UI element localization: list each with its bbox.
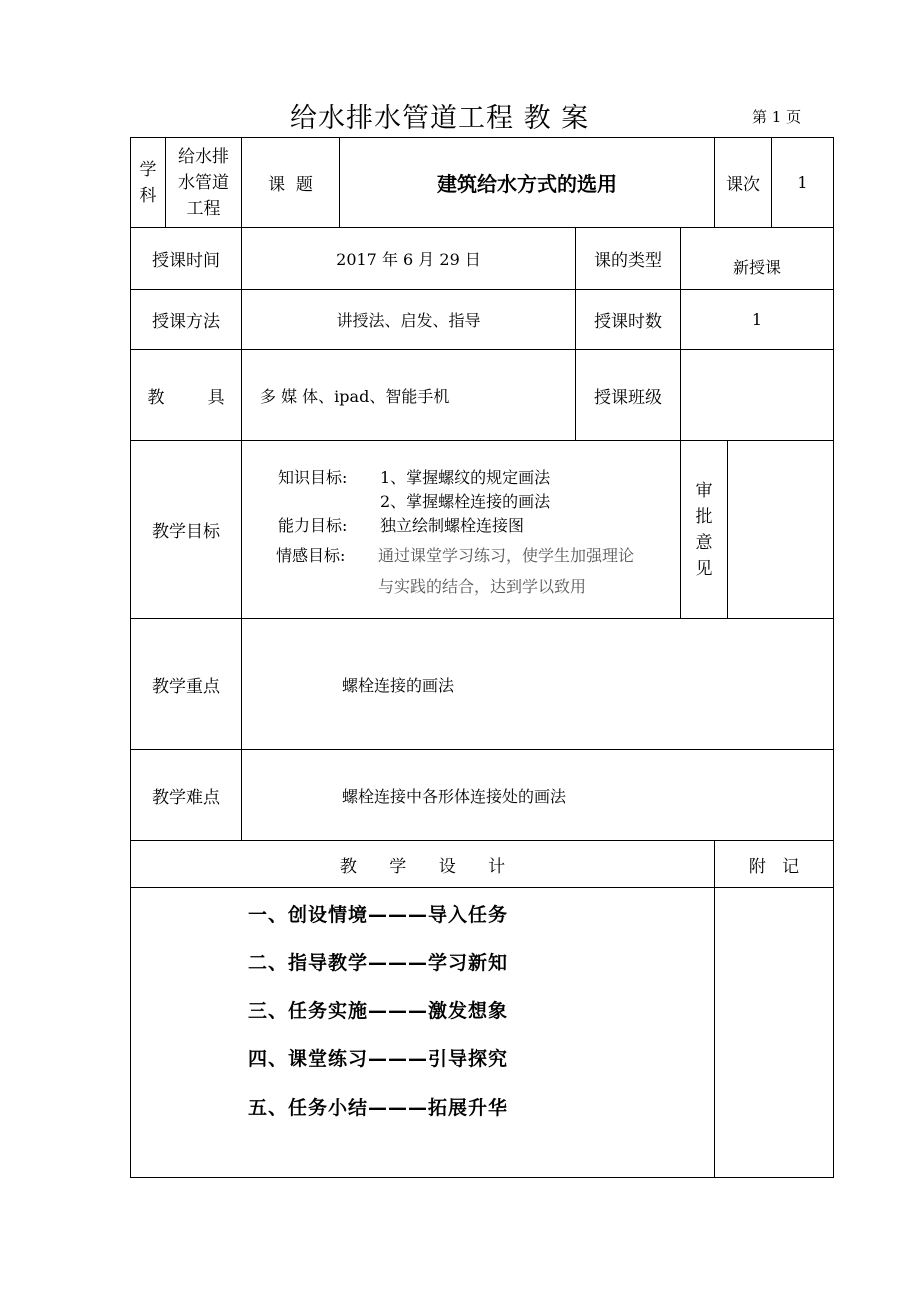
ability-goal-value: 独立绘制螺栓连接图 <box>380 516 525 535</box>
notes-header: 附 记 <box>748 856 800 877</box>
document-title: 给水排水管道工程 教 案 <box>290 103 590 134</box>
review-char: 意 <box>695 532 713 553</box>
knowledge-goal-label: 知识目标: <box>278 468 348 487</box>
review-char: 批 <box>695 506 713 527</box>
table-border-right <box>833 137 834 1178</box>
subject-value-line: 给水排 <box>178 146 229 167</box>
review-char: 见 <box>695 558 713 579</box>
teaching-step: 五、任务小结———拓展升华 <box>248 1097 509 1119</box>
review-label <box>681 441 727 618</box>
teaching-step: 二、指导教学———学习新知 <box>248 952 509 974</box>
ability-goal-label: 能力目标: <box>278 516 348 535</box>
session-label: 课次 <box>726 175 760 195</box>
emotion-goal-label: 情感目标: <box>276 546 346 565</box>
subject-value-line: 水管道 <box>178 172 229 193</box>
row-divider <box>130 887 834 888</box>
subject-value-line: 工程 <box>186 198 221 219</box>
teaching-step: 一、创设情境———导入任务 <box>248 904 509 926</box>
col-divider <box>714 840 715 1177</box>
subject-value-cell <box>166 138 241 227</box>
type-value: 新授课 <box>732 258 781 277</box>
key-point-label: 教学重点 <box>152 676 220 697</box>
emotion-goal-line: 与实践的结合，达到学以致用 <box>378 577 587 596</box>
teaching-step: 四、课堂练习———引导探究 <box>248 1048 509 1070</box>
col-divider <box>727 440 728 618</box>
class-value <box>681 350 833 440</box>
hours-label: 授课时数 <box>594 312 662 332</box>
tools-label: 教 具 <box>147 387 225 408</box>
difficult-point-value: 螺栓连接中各形体连接处的画法 <box>342 786 567 806</box>
goals-label: 教学目标 <box>152 522 220 542</box>
design-header: 教 学 设 计 <box>339 856 506 877</box>
knowledge-goal-item: 1、掌握螺纹的规定画法 <box>380 468 551 487</box>
difficult-point-label: 教学难点 <box>152 787 220 808</box>
time-label: 授课时间 <box>152 251 220 271</box>
type-label: 课的类型 <box>594 251 662 271</box>
table-border-bottom <box>130 1177 834 1178</box>
subject-label: 学科 <box>139 159 157 206</box>
page-number: 第 1 页 <box>752 108 802 126</box>
review-char: 审 <box>695 480 713 501</box>
topic-label: 课 题 <box>268 175 313 195</box>
time-value: 2017 年 6 月 29 日 <box>336 250 481 269</box>
emotion-goal-line: 通过课堂学习练习，使学生加强理论 <box>378 546 635 565</box>
col-divider <box>241 618 242 840</box>
tools-value: 多 媒 体、ipad、智能手机 <box>260 386 450 406</box>
session-value: 1 <box>797 173 808 192</box>
method-value: 讲授法、启发、指导 <box>336 311 481 330</box>
class-label: 授课班级 <box>594 387 662 408</box>
teaching-step: 三、任务实施———激发想象 <box>248 1000 509 1022</box>
col-divider <box>241 440 242 618</box>
method-label: 授课方法 <box>152 312 220 332</box>
hours-value: 1 <box>751 310 763 329</box>
knowledge-goal-item: 2、掌握螺栓连接的画法 <box>380 492 551 511</box>
subject-label-cell <box>131 138 165 227</box>
topic-value: 建筑给水方式的选用 <box>437 172 617 196</box>
key-point-value: 螺栓连接的画法 <box>342 675 455 695</box>
